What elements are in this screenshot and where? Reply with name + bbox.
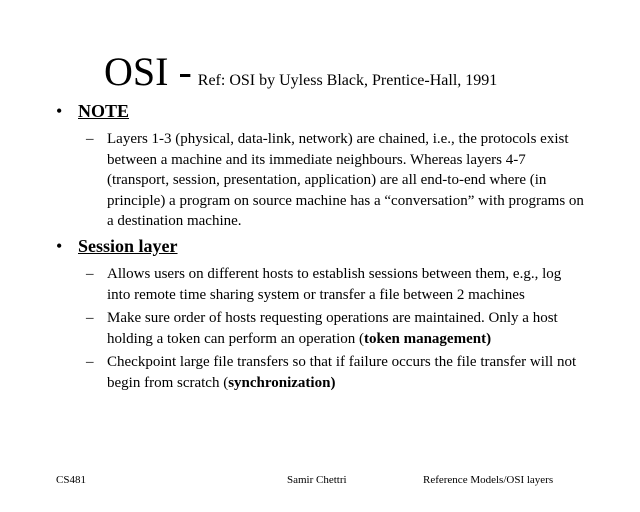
- title-main: OSI -: [104, 49, 192, 94]
- sub-bullet-establish-sessions: [86, 264, 586, 305]
- sub-bullet-text: [107, 352, 586, 393]
- sub-bullet-marker: –: [86, 310, 94, 326]
- bullet-session-layer: [56, 236, 178, 257]
- footer-course: CS481: [56, 474, 86, 486]
- bullet-note: [56, 101, 129, 122]
- sub-bullet-text-plain: Make sure order of hosts requesting operations are maintained. Only a host holding a token can perform an operation (: [107, 310, 558, 347]
- bullet-heading-note: NOTE: [78, 101, 130, 121]
- sub-bullet-text: Allows users on different hosts to establish sessions between them, e.g., log into remote time sharing system or transfer a file between 2 machines: [107, 266, 562, 303]
- sub-bullet-text-bold: token management): [364, 330, 492, 347]
- sub-bullet-text-bold: synchronization): [228, 374, 336, 391]
- sub-bullet-layers-chained: [86, 129, 586, 232]
- bullet-marker: •: [56, 101, 63, 121]
- sub-bullet-text: [107, 308, 586, 349]
- sub-bullet-marker: –: [86, 354, 94, 370]
- sub-bullet-text: Layers 1-3 (physical, data-link, network) are chained, i.e., the protocols exist between a machine and its immediate neighbours. Whereas layers 4-7 (transport, session, presentation, application) are all end-to-end where (in principle) a program on source machine has a “conversation” with programs on a destination machine.: [107, 131, 584, 229]
- slide-title: [104, 48, 497, 96]
- sub-bullet-synchronization: [86, 352, 586, 393]
- footer-author: Samir Chettri: [287, 474, 347, 486]
- sub-bullet-text-plain: Checkpoint large file transfers so that if failure occurs the file transfer will not begin from scratch (: [107, 354, 577, 391]
- sub-bullet-marker: –: [86, 131, 94, 147]
- bullet-heading-session-layer: Session layer: [78, 236, 178, 256]
- bullet-marker: •: [56, 236, 63, 256]
- title-reference: Ref: OSI by Uyless Black, Prentice-Hall, 1991: [197, 72, 498, 89]
- sub-bullet-marker: –: [86, 266, 94, 282]
- footer-topic: Reference Models/OSI layers: [423, 474, 554, 486]
- sub-bullet-token-management: [86, 308, 586, 349]
